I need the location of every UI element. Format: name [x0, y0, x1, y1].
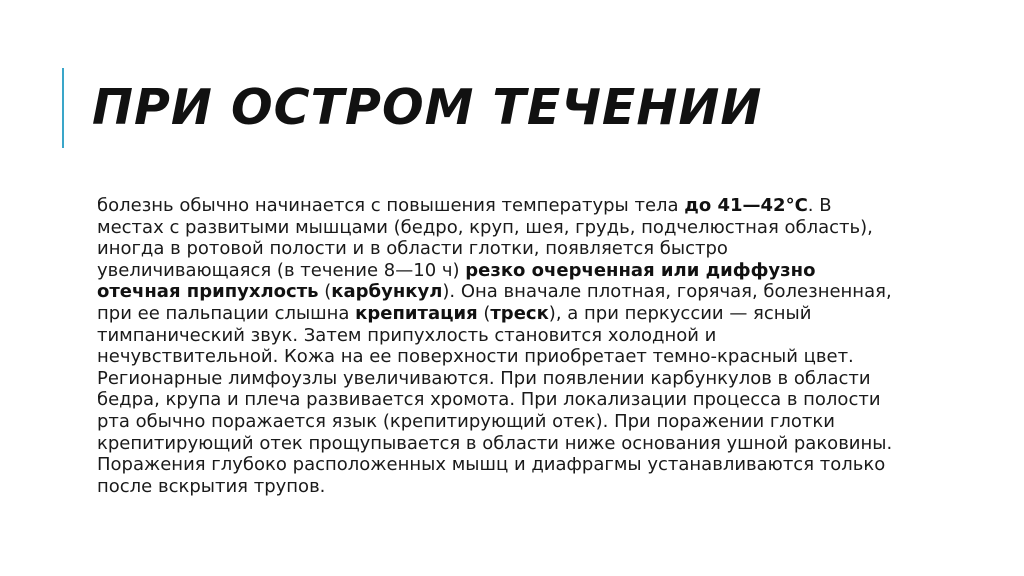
title-accent-bar	[62, 68, 64, 148]
body-text-segment: (	[318, 281, 332, 303]
body-text-segment: ). Она вначале плотная, горячая, болезненная, при ее пальпации слышна	[97, 281, 892, 324]
body-text-bold-segment: до 41—42°С	[684, 195, 808, 216]
slide-body-paragraph	[97, 195, 897, 497]
body-text-bold-segment: резко очерченная или диффузно отечная припухлость	[97, 259, 816, 303]
slide-title: ПРИ ОСТРОМ ТЕЧЕНИИ	[92, 79, 763, 136]
body-text-bold-segment: треск	[490, 302, 549, 324]
body-text-bold-segment: карбункул	[331, 281, 443, 303]
body-text-segment: болезнь обычно начинается с повышения температуры тела	[97, 195, 685, 216]
body-text-segment: . В местах с развитыми мышцами (бедро, круп, шея, грудь, подчелюстная область), иногда в ротовой полости и в области глотки, появляется быстро увеличивающаяся (в течение 8—10 ч)	[97, 195, 873, 281]
body-text-segment: (	[477, 302, 491, 324]
body-text-bold-segment: крепитация	[355, 302, 478, 324]
body-text-segment: ), а при перкуссии — ясный тимпанический звук. Затем припухлость становится холодной и нечувствительной. Кожа на ее поверхности приобретает темно-красный цвет. Регионарные лимфоузлы увеличиваются. При появлении карбункулов в области бедра, крупа и плеча развивается хромота. При локализации процесса в полости рта обычно поражается язык (крепитирующий отек). При поражении глотки крепитирующий отек прощупывается в области ниже основания ушной раковины. Поражения глубоко расположенных мышц и диафрагмы устанавливаются только после вскрытия трупов.	[97, 302, 893, 497]
